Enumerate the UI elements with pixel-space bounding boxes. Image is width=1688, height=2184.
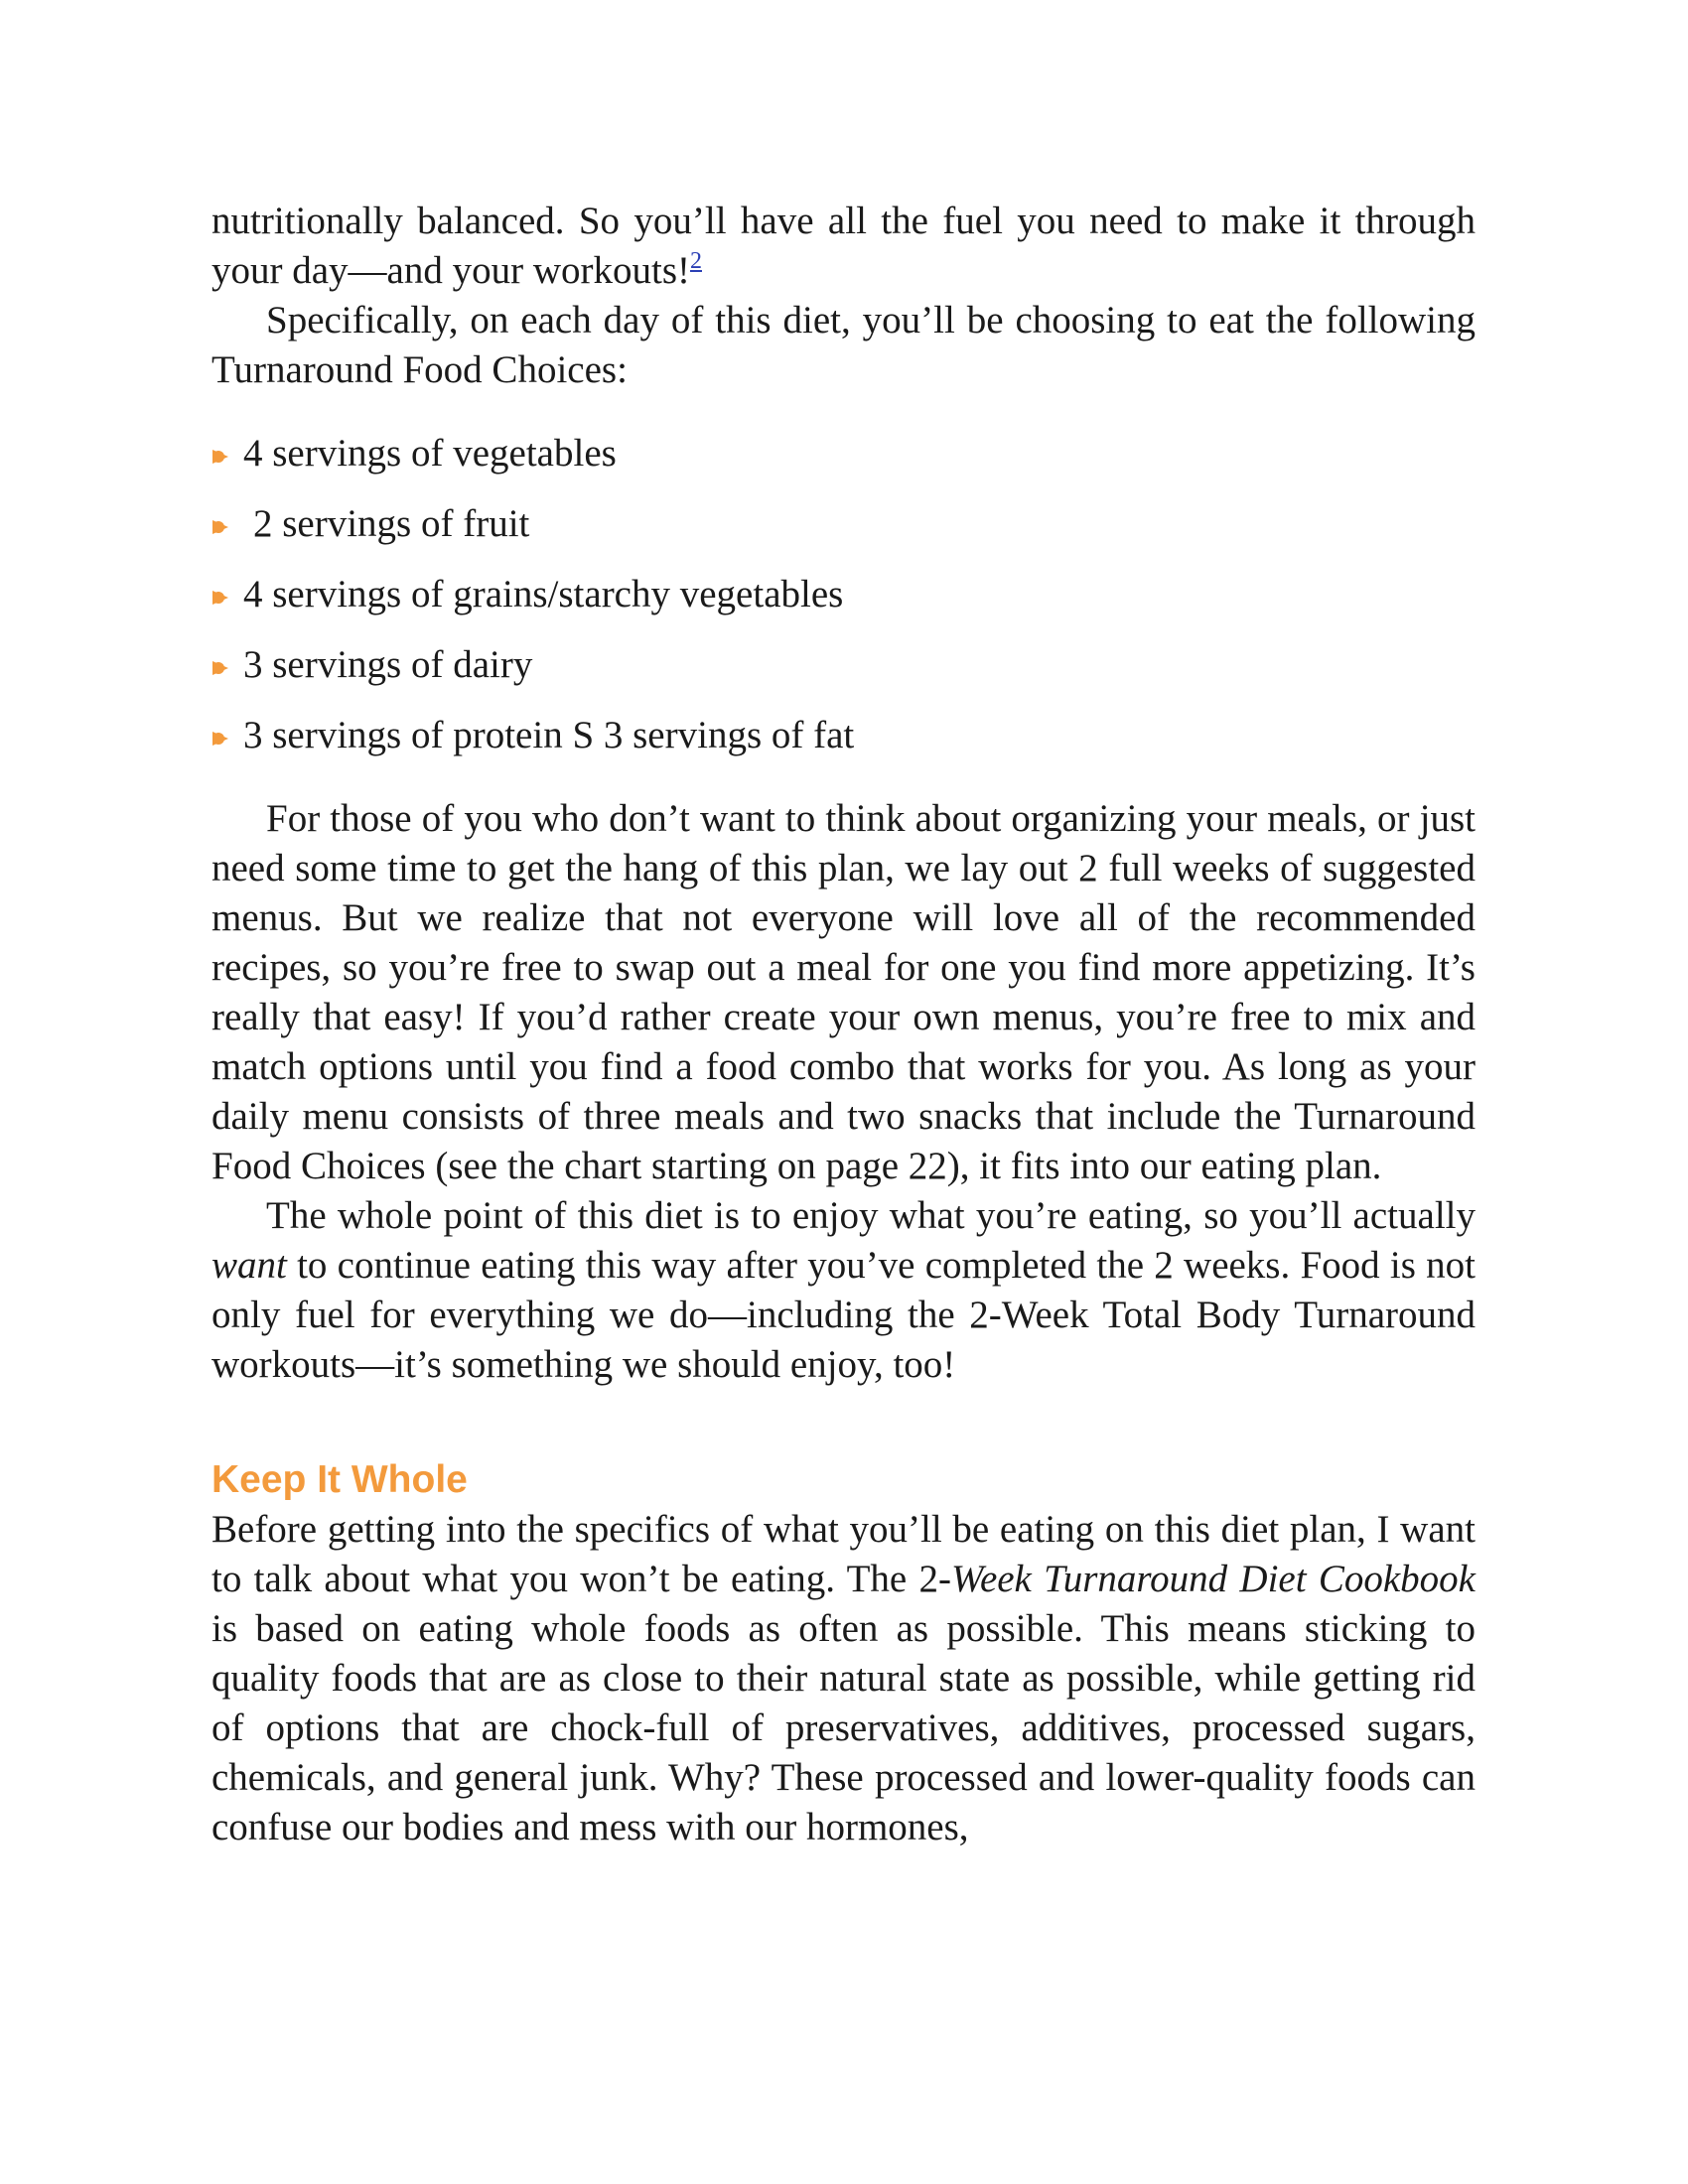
orange-bullet-icon: [211, 659, 229, 677]
orange-bullet-icon: [211, 730, 229, 748]
paragraph-menus: For those of you who don’t want to think about organizing your meals, or just need some time to get the hang of this plan, we lay out 2 full weeks of suggested menus. But we realize that not everyone will love all of the recommended recipes, so you’re free to swap out a meal for one you find more appetizing. It’s really that easy! If you’d rather create your own menus, you’re free to mix and match options until you find a food combo that works for you. As long as your daily menu consists of three meals and two snacks that include the Turnaround Food Choices (see the chart starting on page 22), it fits into our eating plan.: [211, 797, 1476, 1187]
list-item-text: 4 servings of grains/starchy vegetables: [243, 573, 844, 615]
footnote-ref: [690, 248, 702, 274]
food-choices-list: [211, 429, 1476, 760]
list-item: [211, 429, 1476, 478]
list-item: [211, 711, 1476, 760]
footnote-link[interactable]: 2: [690, 248, 702, 274]
page-content: [211, 197, 1476, 1852]
paragraph-intro-text: nutritionally balanced. So you’ll have all the fuel you need to make it through your day—and your workouts!: [211, 200, 1476, 292]
paragraph-whole-foods: [211, 1505, 1476, 1852]
emphasis-want: want: [211, 1244, 287, 1287]
paragraph-enjoy-end: to continue eating this way after you’ve completed the 2 weeks. Food is not only fuel for everything we do—including the 2-Week Total Body Turnaround workouts—it’s something we should enjoy, too!: [211, 1244, 1476, 1386]
list-item-text: 3 servings of protein S 3 servings of fat: [243, 714, 855, 756]
list-item: [211, 499, 1476, 549]
paragraph-intro: [211, 197, 1476, 296]
section-heading-keep-it-whole: Keep It Whole: [211, 1458, 468, 1501]
paragraph-enjoy: [211, 1191, 1476, 1390]
orange-bullet-icon: [211, 448, 229, 466]
paragraph-enjoy-start: The whole point of this diet is to enjoy what you’re eating, so you’ll actually: [266, 1194, 1476, 1237]
paragraph-whole-foods-end: is based on eating whole foods as often as possible. This means sticking to quality foods that are as close to their natural state as possible, while getting rid of options that are chock-full of preservatives, additives, processed sugars, chemicals, and general junk. Why? These processed and lower-quality foods can confuse our bodies and mess with our hormones,: [211, 1607, 1476, 1848]
orange-bullet-icon: [211, 518, 229, 536]
list-item-text: 3 servings of dairy: [243, 643, 533, 686]
list-item: [211, 640, 1476, 690]
book-title: Week Turnaround Diet Cookbook: [951, 1558, 1476, 1600]
orange-bullet-icon: [211, 589, 229, 607]
list-item-text: 2 servings of fruit: [253, 502, 530, 545]
paragraph-whole-foods-start: Before getting into the specifics of what you’ll be eating on this diet plan, I want to talk about what you won’t be eating. The 2-: [211, 1508, 1476, 1600]
list-item: [211, 570, 1476, 619]
list-item-text: 4 servings of vegetables: [243, 432, 617, 475]
paragraph-choices-intro: Specifically, on each day of this diet, you’ll be choosing to eat the following Turnaround Food Choices:: [211, 299, 1476, 391]
